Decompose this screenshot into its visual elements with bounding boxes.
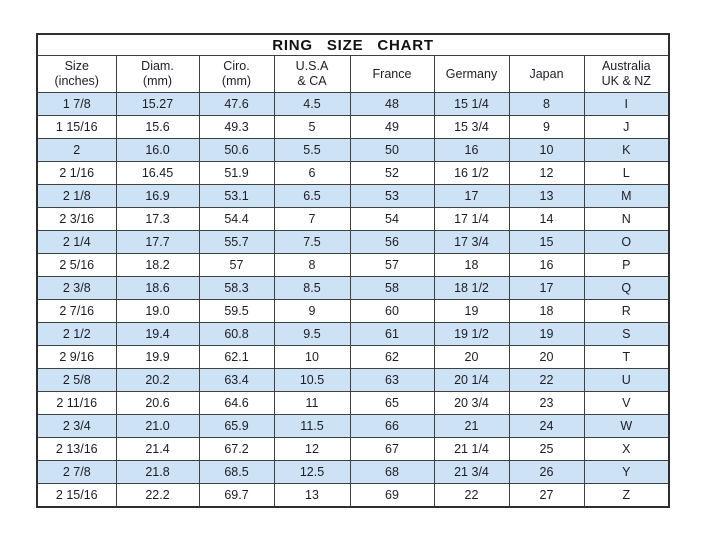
table-cell: 11.5 <box>274 415 350 438</box>
table-cell: 69 <box>350 484 434 508</box>
table-cell: 63.4 <box>199 369 274 392</box>
table-cell: 57 <box>350 254 434 277</box>
table-cell: 2 5/8 <box>37 369 116 392</box>
table-cell: 8.5 <box>274 277 350 300</box>
table-cell: 65.9 <box>199 415 274 438</box>
table-row <box>37 93 669 116</box>
table-cell: 21 1/4 <box>434 438 509 461</box>
header-line-2: & CA <box>297 74 327 88</box>
header-line-1: Size <box>64 59 89 74</box>
column-header-diameter-mm <box>116 56 199 93</box>
table-cell: 52 <box>350 162 434 185</box>
table-cell: 5.5 <box>274 139 350 162</box>
table-cell: 19.4 <box>116 323 199 346</box>
table-cell: 15.27 <box>116 93 199 116</box>
table-cell: 14 <box>509 208 584 231</box>
table-cell: 7.5 <box>274 231 350 254</box>
table-cell: 67 <box>350 438 434 461</box>
table-cell: 54 <box>350 208 434 231</box>
table-cell: 20 <box>509 346 584 369</box>
table-cell: 19 <box>509 323 584 346</box>
table-cell: 1 15/16 <box>37 116 116 139</box>
table-cell: 49 <box>350 116 434 139</box>
table-cell: 47.6 <box>199 93 274 116</box>
table-cell: 17 <box>509 277 584 300</box>
table-cell: 15.6 <box>116 116 199 139</box>
table-cell: 2 3/16 <box>37 208 116 231</box>
column-header-usa-ca <box>274 56 350 93</box>
header-line-1: France <box>372 66 412 81</box>
table-cell: P <box>584 254 669 277</box>
table-cell: K <box>584 139 669 162</box>
table-head <box>37 34 669 93</box>
table-cell: 48 <box>350 93 434 116</box>
table-cell: 50 <box>350 139 434 162</box>
table-cell: 2 9/16 <box>37 346 116 369</box>
table-cell: 25 <box>509 438 584 461</box>
table-cell: 65 <box>350 392 434 415</box>
table-body <box>37 93 669 508</box>
header-line-1: Australia <box>601 59 651 74</box>
table-cell: 68.5 <box>199 461 274 484</box>
table-cell: V <box>584 392 669 415</box>
table-title-row <box>37 34 669 56</box>
table-row <box>37 208 669 231</box>
table-cell: 2 5/16 <box>37 254 116 277</box>
table-cell: 17 1/4 <box>434 208 509 231</box>
table-cell: 2 13/16 <box>37 438 116 461</box>
table-cell: Z <box>584 484 669 508</box>
table-cell: 19.0 <box>116 300 199 323</box>
table-cell: 16.0 <box>116 139 199 162</box>
table-cell: 15 1/4 <box>434 93 509 116</box>
table-cell: 17.7 <box>116 231 199 254</box>
table-row <box>37 461 669 484</box>
table-header-row <box>37 56 669 93</box>
header-line-1: Germany <box>445 66 498 81</box>
table-cell: O <box>584 231 669 254</box>
table-cell: 16 <box>434 139 509 162</box>
chart-title: RING SIZE CHART <box>37 34 669 56</box>
table-cell: 24 <box>509 415 584 438</box>
header-line-1: Ciro. <box>223 59 250 74</box>
table-cell: 57 <box>199 254 274 277</box>
table-cell: 17 <box>434 185 509 208</box>
table-row <box>37 369 669 392</box>
table-cell: 63 <box>350 369 434 392</box>
table-cell: 19.9 <box>116 346 199 369</box>
table-cell: 21 3/4 <box>434 461 509 484</box>
table-cell: 67.2 <box>199 438 274 461</box>
table-cell: 58 <box>350 277 434 300</box>
table-row <box>37 392 669 415</box>
table-cell: 21.8 <box>116 461 199 484</box>
header-line-1: Diam. <box>141 59 174 74</box>
table-cell: 2 3/8 <box>37 277 116 300</box>
table-cell: Y <box>584 461 669 484</box>
table-cell: 13 <box>509 185 584 208</box>
table-cell: M <box>584 185 669 208</box>
table-cell: 69.7 <box>199 484 274 508</box>
column-header-circumference-mm <box>199 56 274 93</box>
table-cell: 60.8 <box>199 323 274 346</box>
table-cell: 13 <box>274 484 350 508</box>
table-row <box>37 116 669 139</box>
table-cell: 18.6 <box>116 277 199 300</box>
table-row <box>37 185 669 208</box>
table-cell: 10 <box>274 346 350 369</box>
table-cell: 49.3 <box>199 116 274 139</box>
table-cell: 20 3/4 <box>434 392 509 415</box>
table-cell: N <box>584 208 669 231</box>
table-cell: 18 <box>434 254 509 277</box>
table-cell: 21.0 <box>116 415 199 438</box>
table-cell: 2 3/4 <box>37 415 116 438</box>
table-cell: 20 1/4 <box>434 369 509 392</box>
table-cell: 51.9 <box>199 162 274 185</box>
header-line-1: Japan <box>529 66 564 81</box>
table-cell: J <box>584 116 669 139</box>
table-cell: 12.5 <box>274 461 350 484</box>
table-cell: 18 <box>509 300 584 323</box>
table-cell: 21 <box>434 415 509 438</box>
table-cell: 8 <box>509 93 584 116</box>
table-row <box>37 346 669 369</box>
table-cell: 60 <box>350 300 434 323</box>
table-row <box>37 277 669 300</box>
table-cell: 68 <box>350 461 434 484</box>
table-cell: 16.45 <box>116 162 199 185</box>
table-cell: W <box>584 415 669 438</box>
table-cell: 19 <box>434 300 509 323</box>
table-cell: 18.2 <box>116 254 199 277</box>
table-cell: 19 1/2 <box>434 323 509 346</box>
table-cell: 2 11/16 <box>37 392 116 415</box>
table-row <box>37 484 669 508</box>
table-cell: I <box>584 93 669 116</box>
header-line-1: U.S.A <box>295 59 329 74</box>
column-header-germany <box>434 56 509 93</box>
table-cell: 23 <box>509 392 584 415</box>
table-cell: 9.5 <box>274 323 350 346</box>
table-cell: 12 <box>509 162 584 185</box>
table-cell: 2 <box>37 139 116 162</box>
table-cell: 50.6 <box>199 139 274 162</box>
column-header-australia-uk-nz <box>584 56 669 93</box>
header-line-2: (mm) <box>142 74 173 88</box>
table-cell: 15 <box>509 231 584 254</box>
table-cell: 2 1/8 <box>37 185 116 208</box>
table-row <box>37 139 669 162</box>
table-cell: 5 <box>274 116 350 139</box>
table-cell: 21.4 <box>116 438 199 461</box>
table-cell: 55.7 <box>199 231 274 254</box>
table-cell: 8 <box>274 254 350 277</box>
table-cell: 9 <box>274 300 350 323</box>
table-cell: 16 <box>509 254 584 277</box>
table-cell: 2 1/16 <box>37 162 116 185</box>
table-row <box>37 323 669 346</box>
table-cell: 4.5 <box>274 93 350 116</box>
table-cell: 58.3 <box>199 277 274 300</box>
column-header-size-inches <box>37 56 116 93</box>
table-cell: 54.4 <box>199 208 274 231</box>
table-cell: 61 <box>350 323 434 346</box>
table-cell: 2 1/2 <box>37 323 116 346</box>
header-line-2: (inches) <box>54 74 99 88</box>
table-cell: T <box>584 346 669 369</box>
table-cell: 6 <box>274 162 350 185</box>
header-line-2: UK & NZ <box>601 74 651 88</box>
table-cell: 2 7/16 <box>37 300 116 323</box>
table-cell: R <box>584 300 669 323</box>
table-cell: 10 <box>509 139 584 162</box>
table-row <box>37 231 669 254</box>
table-cell: 20 <box>434 346 509 369</box>
table-cell: 16 1/2 <box>434 162 509 185</box>
table-cell: 53.1 <box>199 185 274 208</box>
column-header-japan <box>509 56 584 93</box>
table-cell: 2 7/8 <box>37 461 116 484</box>
header-line-2: (mm) <box>221 74 252 88</box>
table-cell: 62 <box>350 346 434 369</box>
column-header-france <box>350 56 434 93</box>
table-cell: 17.3 <box>116 208 199 231</box>
table-cell: 27 <box>509 484 584 508</box>
table-cell: 17 3/4 <box>434 231 509 254</box>
table-cell: 1 7/8 <box>37 93 116 116</box>
ring-size-table <box>36 33 670 508</box>
table-row <box>37 300 669 323</box>
table-cell: X <box>584 438 669 461</box>
table-cell: 59.5 <box>199 300 274 323</box>
table-cell: 56 <box>350 231 434 254</box>
table-row <box>37 162 669 185</box>
table-cell: 64.6 <box>199 392 274 415</box>
table-cell: Q <box>584 277 669 300</box>
table-cell: 26 <box>509 461 584 484</box>
table-row <box>37 438 669 461</box>
table-cell: 22 <box>509 369 584 392</box>
table-cell: 12 <box>274 438 350 461</box>
table-cell: S <box>584 323 669 346</box>
table-cell: 11 <box>274 392 350 415</box>
table-row <box>37 415 669 438</box>
table-cell: 53 <box>350 185 434 208</box>
table-cell: 16.9 <box>116 185 199 208</box>
table-cell: 2 15/16 <box>37 484 116 508</box>
table-cell: 6.5 <box>274 185 350 208</box>
table-cell: 15 3/4 <box>434 116 509 139</box>
table-cell: 7 <box>274 208 350 231</box>
table-cell: 2 1/4 <box>37 231 116 254</box>
table-cell: L <box>584 162 669 185</box>
table-cell: 18 1/2 <box>434 277 509 300</box>
table-cell: 22.2 <box>116 484 199 508</box>
table-cell: 10.5 <box>274 369 350 392</box>
table-cell: 20.2 <box>116 369 199 392</box>
table-cell: 62.1 <box>199 346 274 369</box>
table-row <box>37 254 669 277</box>
table-cell: 66 <box>350 415 434 438</box>
table-cell: 22 <box>434 484 509 508</box>
table-cell: 20.6 <box>116 392 199 415</box>
table-cell: 9 <box>509 116 584 139</box>
table-cell: U <box>584 369 669 392</box>
